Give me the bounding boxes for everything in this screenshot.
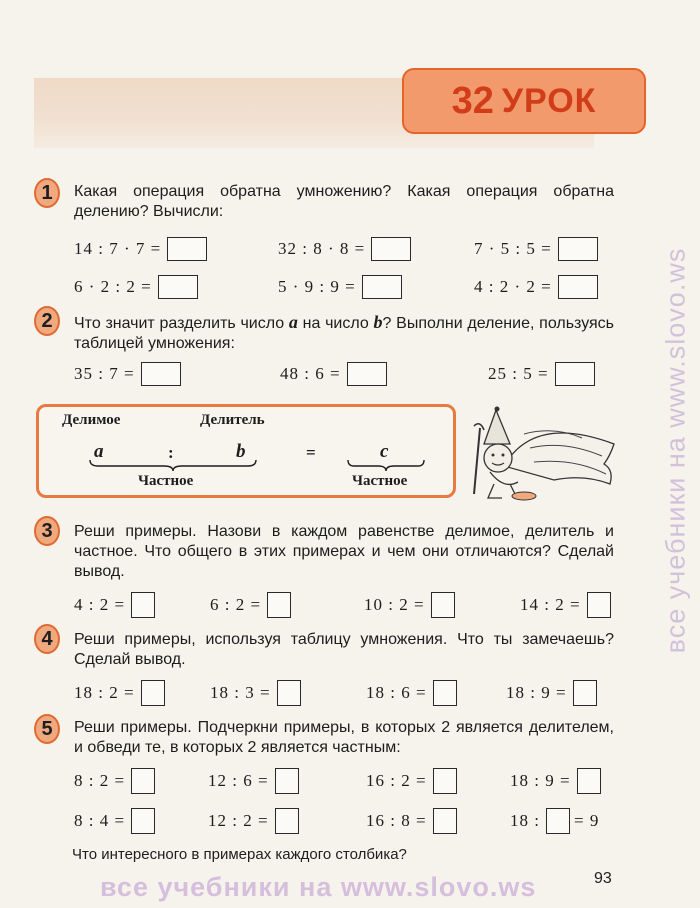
task-3-example: 6 : 2 = [210, 592, 291, 618]
answer-box[interactable] [131, 768, 155, 794]
answer-box[interactable] [141, 680, 165, 706]
answer-box[interactable] [558, 237, 598, 261]
task-4-example: 18 : 2 = [74, 680, 165, 706]
task-5-question: Что интересного в примерах каждого столбика? [72, 846, 407, 863]
answer-box[interactable] [433, 768, 457, 794]
task-1-text: Какая операция обратна умножению? Какая операция обратна делению? Вычисли: [74, 183, 614, 220]
wizard-illustration [464, 404, 624, 504]
answer-box[interactable] [433, 808, 457, 834]
answer-box[interactable] [275, 768, 299, 794]
task-1-example: 14 : 7 · 7 = [74, 237, 207, 261]
task-1-example: 5 · 9 : 9 = [278, 275, 402, 299]
task-1-example: 6 · 2 : 2 = [74, 275, 198, 299]
dividend-label: Делимое [62, 412, 121, 428]
task-5-example: 8 : 4 = [74, 808, 155, 834]
task-2-text: Что значит разделить число a на число b? Выполни деление, пользуясь таблицей умножения: [74, 312, 615, 352]
task-4-example: 18 : 6 = [366, 680, 457, 706]
task-3-text: Реши примеры. Назови в каждом равенстве делимое, делитель и частное. Что общего в этих примерах и чем они отличаются? Сделай вывод. [74, 523, 614, 580]
var-b: b [236, 441, 246, 462]
var-a: a [94, 441, 104, 462]
task-5-example: 18 : 9 = [510, 768, 601, 794]
answer-box[interactable] [371, 237, 411, 261]
task-1-example: 7 · 5 : 5 = [474, 237, 598, 261]
answer-box[interactable] [131, 808, 155, 834]
colon-sign: : [168, 443, 174, 462]
quotient-label-2: Частное [352, 473, 408, 489]
answer-box[interactable] [558, 275, 598, 299]
task-5-example: 12 : 6 = [208, 768, 299, 794]
task-2-example: 48 : 6 = [280, 362, 387, 386]
lesson-word: УРОК [501, 81, 597, 120]
task-4-badge: 4 [34, 624, 60, 654]
task-5-example: 12 : 2 = [208, 808, 299, 834]
answer-box[interactable] [347, 362, 387, 386]
answer-box[interactable] [141, 362, 181, 386]
task-1-example: 32 : 8 · 8 = [278, 237, 411, 261]
task-3-example: 4 : 2 = [74, 592, 155, 618]
task-5-example: 16 : 2 = [366, 768, 457, 794]
task-2-example: 35 : 7 = [74, 362, 181, 386]
answer-box[interactable] [573, 680, 597, 706]
task-5-badge: 5 [34, 714, 60, 744]
answer-box[interactable] [362, 275, 402, 299]
answer-box[interactable] [546, 808, 570, 834]
task-3-badge: 3 [34, 516, 60, 546]
task-1-example: 4 : 2 · 2 = [474, 275, 598, 299]
quotient-label-1: Частное [138, 473, 194, 489]
task-3-example: 14 : 2 = [520, 592, 611, 618]
answer-box[interactable] [167, 237, 207, 261]
answer-box[interactable] [267, 592, 291, 618]
answer-box[interactable] [131, 592, 155, 618]
var-c: c [380, 441, 389, 462]
task-1-badge: 1 [34, 178, 60, 208]
answer-box[interactable] [431, 592, 455, 618]
answer-box[interactable] [158, 275, 198, 299]
answer-box[interactable] [555, 362, 595, 386]
task-5-example: 16 : 8 = [366, 808, 457, 834]
answer-box[interactable] [587, 592, 611, 618]
bottom-watermark: все учебники на www.slovo.ws [100, 872, 537, 902]
task-5-example: 8 : 2 = [74, 768, 155, 794]
task-4-text: Реши примеры, используя таблицу умножения. Что ты замечаешь? Сделай вывод. [74, 631, 614, 668]
answer-box[interactable] [433, 680, 457, 706]
lesson-badge [402, 68, 646, 134]
task-3-example: 10 : 2 = [364, 592, 455, 618]
task-2-badge: 2 [34, 306, 60, 336]
answer-box[interactable] [277, 680, 301, 706]
equals-sign: = [306, 443, 316, 462]
answer-box[interactable] [577, 768, 601, 794]
task-4-example: 18 : 3 = [210, 680, 301, 706]
lesson-number: 32 [451, 79, 494, 122]
answer-box[interactable] [275, 808, 299, 834]
task-2-example: 25 : 5 = [488, 362, 595, 386]
side-watermark: все учебники на www.slovo.ws [660, 247, 691, 653]
task-5-text: Реши примеры. Подчеркни примеры, в которых 2 является делителем, и обведи те, в которых 2 является частным: [74, 719, 614, 756]
page-number: 93 [594, 870, 612, 887]
quotient-brace-right [346, 458, 426, 472]
quotient-brace-left [88, 458, 258, 472]
divisor-label: Делитель [200, 412, 265, 428]
task-4-example: 18 : 9 = [506, 680, 597, 706]
task-5-example: 18 : = 9 [510, 808, 599, 834]
